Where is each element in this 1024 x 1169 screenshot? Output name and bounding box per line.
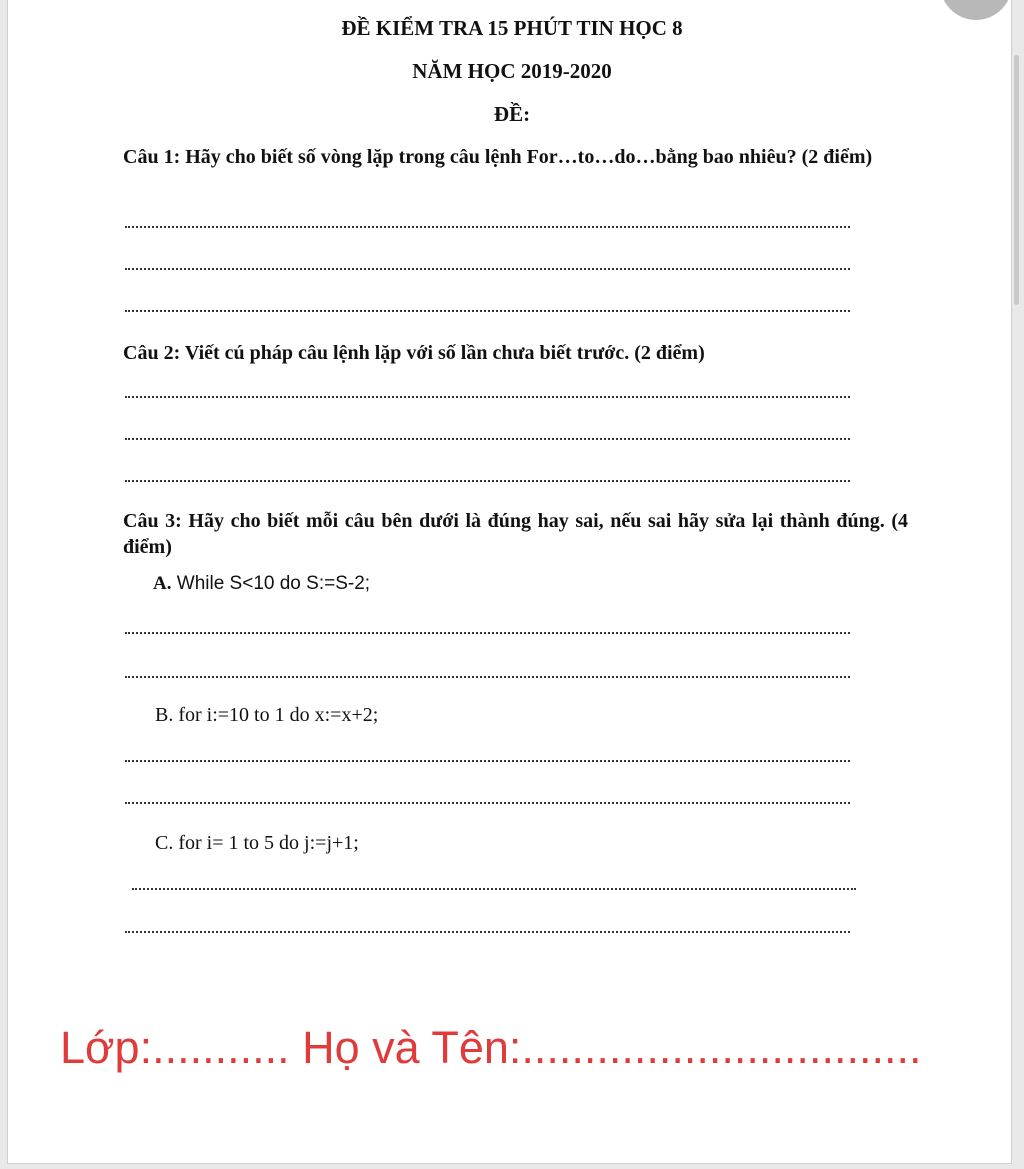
option-letter: C. [155, 832, 174, 854]
answer-line [125, 310, 850, 312]
exam-heading: ĐỀ: [493, 102, 531, 126]
answer-line [132, 888, 856, 890]
question-2: Câu 2: Viết cú pháp câu lệnh lặp với số lần chưa biết trước. (2 điểm) [123, 342, 705, 364]
answer-line [125, 268, 850, 270]
option-code: for i:=10 to 1 do x:=x+2; [178, 704, 379, 726]
option-a [153, 573, 370, 595]
option-letter: A. [153, 573, 172, 594]
page-title: ĐỀ KIỂM TRA 15 PHÚT TIN HỌC 8 [341, 16, 683, 40]
option-code: for i= 1 to 5 do j:=j+1; [178, 832, 359, 854]
answer-line [125, 676, 850, 678]
answer-line [125, 632, 850, 634]
student-info-line: Lớp:........... Họ và Tên:................................ [60, 1022, 922, 1073]
option-b [155, 704, 378, 727]
option-letter: B. [155, 704, 174, 726]
school-year: NĂM HỌC 2019-2020 [412, 59, 612, 83]
answer-line [125, 226, 850, 228]
scrollbar[interactable] [1014, 55, 1019, 305]
answer-line [125, 760, 850, 762]
answer-line [125, 931, 850, 933]
question-3: Câu 3: Hãy cho biết mỗi câu bên dưới là đúng hay sai, nếu sai hãy sửa lại thành đúng. (4 điểm) [123, 510, 908, 558]
question-1: Câu 1: Hãy cho biết số vòng lặp trong câu lệnh For…to…do…bằng bao nhiêu? (2 điểm) [123, 146, 873, 168]
option-code: While S<10 do S:=S-2; [176, 573, 371, 594]
option-c [155, 832, 359, 855]
answer-line [125, 802, 850, 804]
answer-line [125, 438, 850, 440]
answer-line [125, 396, 850, 398]
answer-line [125, 480, 850, 482]
